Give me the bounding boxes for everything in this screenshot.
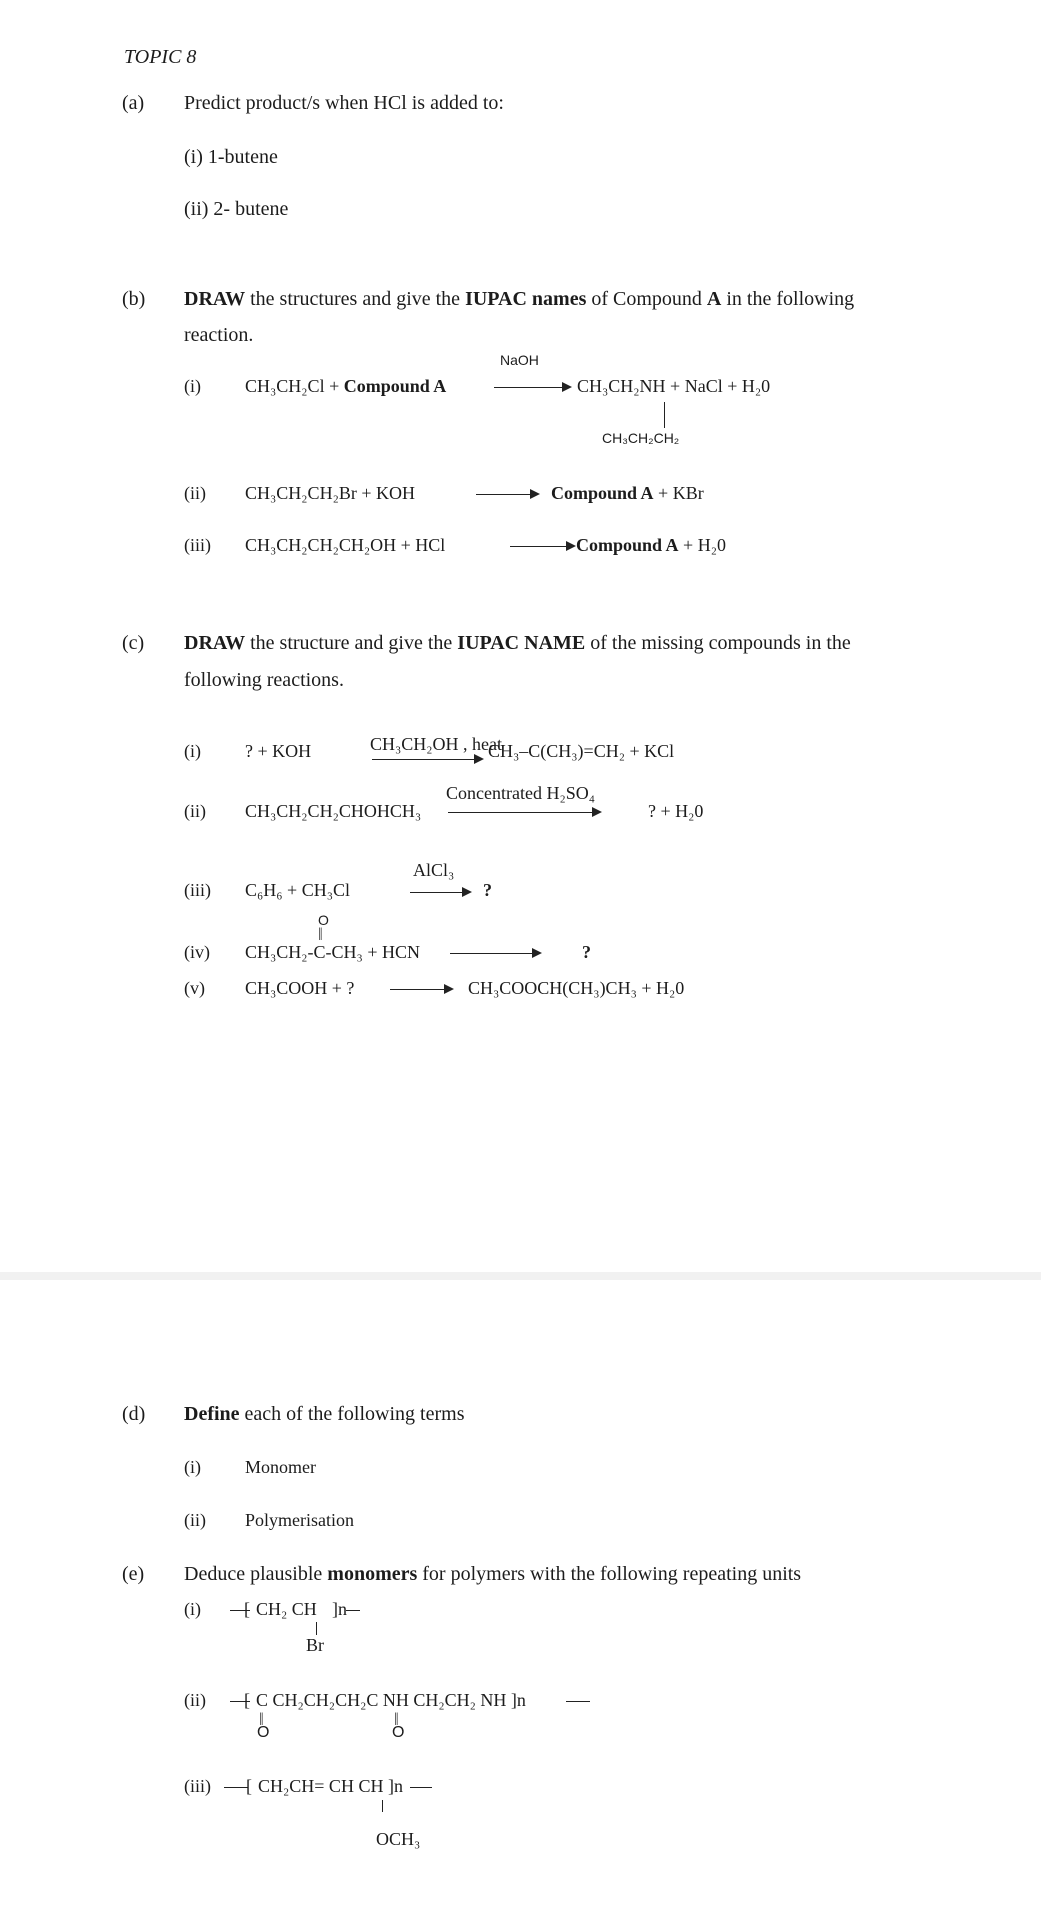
d-item-1-num: (i)	[184, 1457, 201, 1477]
draw-keyword: DRAW	[184, 288, 246, 310]
e-p2-bracket: [	[244, 1690, 250, 1710]
c-r4-num: (iv)	[184, 942, 210, 962]
compound-a: Compound A	[343, 376, 447, 396]
e-p3-num: (iii)	[184, 1776, 211, 1796]
c-r4-product: ?	[582, 942, 591, 962]
d-item-2-num: (ii)	[184, 1510, 206, 1530]
part-a-item-2: (ii) 2- butene	[184, 198, 289, 220]
part-e-label: (e)	[122, 1563, 145, 1585]
e-p1-bond-right	[346, 1610, 360, 1611]
c-r3-reactant: C₆H₆ + CH₃Cl	[245, 880, 350, 900]
iupac-keyword: IUPAC names	[465, 288, 587, 310]
c-r2-arrow	[448, 812, 600, 813]
c-r5-product: CH₃COOCH(CH₃)CH₃ + H₂0	[468, 978, 685, 998]
e-p2-double-bond-2: ||	[394, 1711, 398, 1726]
b-r1-condition: NaOH	[500, 352, 539, 368]
e-p3-bracket: [	[246, 1776, 252, 1796]
b-r2-reactant: CH₃CH₂CH₂Br + KOH	[245, 483, 415, 503]
c-r1-product: CH₃–C(CH₃)=CH₂ + KCl	[488, 741, 675, 761]
b-r1-arrow	[494, 387, 570, 388]
b-r1-product: CH₃CH₂NH + NaCl + H₂0	[577, 376, 771, 396]
part-b-question: DRAW the structures and give the IUPAC names of Compound A in the following	[184, 288, 855, 310]
c-r2-num: (ii)	[184, 801, 206, 821]
c-r1-num: (i)	[184, 741, 201, 761]
c-r2-condition: Concentrated H₂SO₄	[446, 783, 596, 803]
e-p1-branch-bond	[316, 1622, 317, 1635]
e-p3-bond-left	[224, 1787, 248, 1788]
e-p3-unit: CH₂CH= CH CH ]n	[258, 1776, 403, 1796]
c-r3-num: (iii)	[184, 880, 211, 900]
c-r5-reactant: CH₃COOH + ?	[245, 978, 355, 998]
b-r3-product: Compound A + H₂0	[576, 535, 726, 555]
d-item-1-text: Monomer	[245, 1457, 316, 1477]
part-a-item-1: (i) 1-butene	[184, 146, 278, 168]
part-e-question: Deduce plausible monomers for polymers with the following repeating units	[184, 1563, 802, 1585]
b-r3-num: (iii)	[184, 535, 211, 555]
e-p1-substituent: Br	[306, 1635, 324, 1655]
part-a-question: Predict product/s when HCl is added to:	[184, 92, 504, 114]
b-r3-arrow	[510, 546, 574, 547]
part-d-label: (d)	[122, 1403, 146, 1425]
e-p2-unit: C CH₂CH₂CH₂C NH CH₂CH₂ NH ]n	[256, 1690, 526, 1710]
b-r1-reactant: CH₃CH₂Cl + Compound A	[245, 376, 447, 396]
c-r4-arrow	[450, 953, 540, 954]
e-p2-bond-right	[566, 1701, 590, 1702]
e-p2-double-bond-1: ||	[259, 1711, 263, 1726]
c-r2-product: ? + H₂0	[648, 801, 704, 821]
e-p2-num: (ii)	[184, 1690, 206, 1710]
c-r5-arrow	[390, 989, 452, 990]
c-r5-num: (v)	[184, 978, 205, 998]
e-p2-o2: O	[392, 1724, 405, 1741]
c-r3-condition: AlCl₃	[413, 860, 455, 880]
e-p1-unit: CH₂ CH	[256, 1599, 317, 1619]
b-r2-arrow	[476, 494, 538, 495]
e-p1-num: (i)	[184, 1599, 201, 1619]
b-r2-num: (ii)	[184, 483, 206, 503]
c-r1-condition: CH₃CH₂OH , heat	[370, 734, 503, 754]
b-r1-substituent: CH₃CH₂CH₂	[602, 430, 680, 446]
e-p3-branch-bond	[382, 1800, 383, 1812]
part-d-question: Define each of the following terms	[184, 1403, 465, 1425]
e-p2-o1: O	[257, 1724, 270, 1741]
b-r1-num: (i)	[184, 376, 201, 396]
c-r1-arrow	[372, 759, 482, 760]
b-r1-bond	[664, 402, 665, 428]
e-p3-substituent: OCH₃	[376, 1829, 421, 1849]
c-r4-reactant: CH₃CH₂-C-CH₃ + HCN	[245, 942, 420, 962]
topic-heading: TOPIC 8	[124, 46, 197, 68]
b-r2-product: Compound A + KBr	[551, 483, 704, 503]
c-r2-reactant: CH₃CH₂CH₂CHOHCH₃	[245, 801, 422, 821]
part-b-question-line2: reaction.	[184, 324, 254, 346]
part-c-question-line2: following reactions.	[184, 669, 344, 691]
part-a-label: (a)	[122, 92, 145, 114]
part-c-question: DRAW the structure and give the IUPAC NAME of the missing compounds in the	[184, 632, 851, 654]
c-r4-double-bond: ||	[318, 926, 322, 941]
part-b-label: (b)	[122, 288, 146, 310]
d-item-2-text: Polymerisation	[245, 1510, 354, 1530]
c-r4-carbonyl-o: O	[318, 912, 329, 928]
c-r3-product: ?	[483, 880, 492, 900]
b-r3-reactant: CH₃CH₂CH₂CH₂OH + HCl	[245, 535, 446, 555]
e-p1-close: ]n	[332, 1599, 347, 1619]
part-c-label: (c)	[122, 632, 145, 654]
c-r1-reactant: ? + KOH	[245, 741, 312, 761]
e-p1-bracket: [	[244, 1599, 250, 1619]
c-r3-arrow	[410, 892, 470, 893]
page-separator	[0, 1272, 1041, 1280]
e-p3-bond-right	[410, 1787, 432, 1788]
